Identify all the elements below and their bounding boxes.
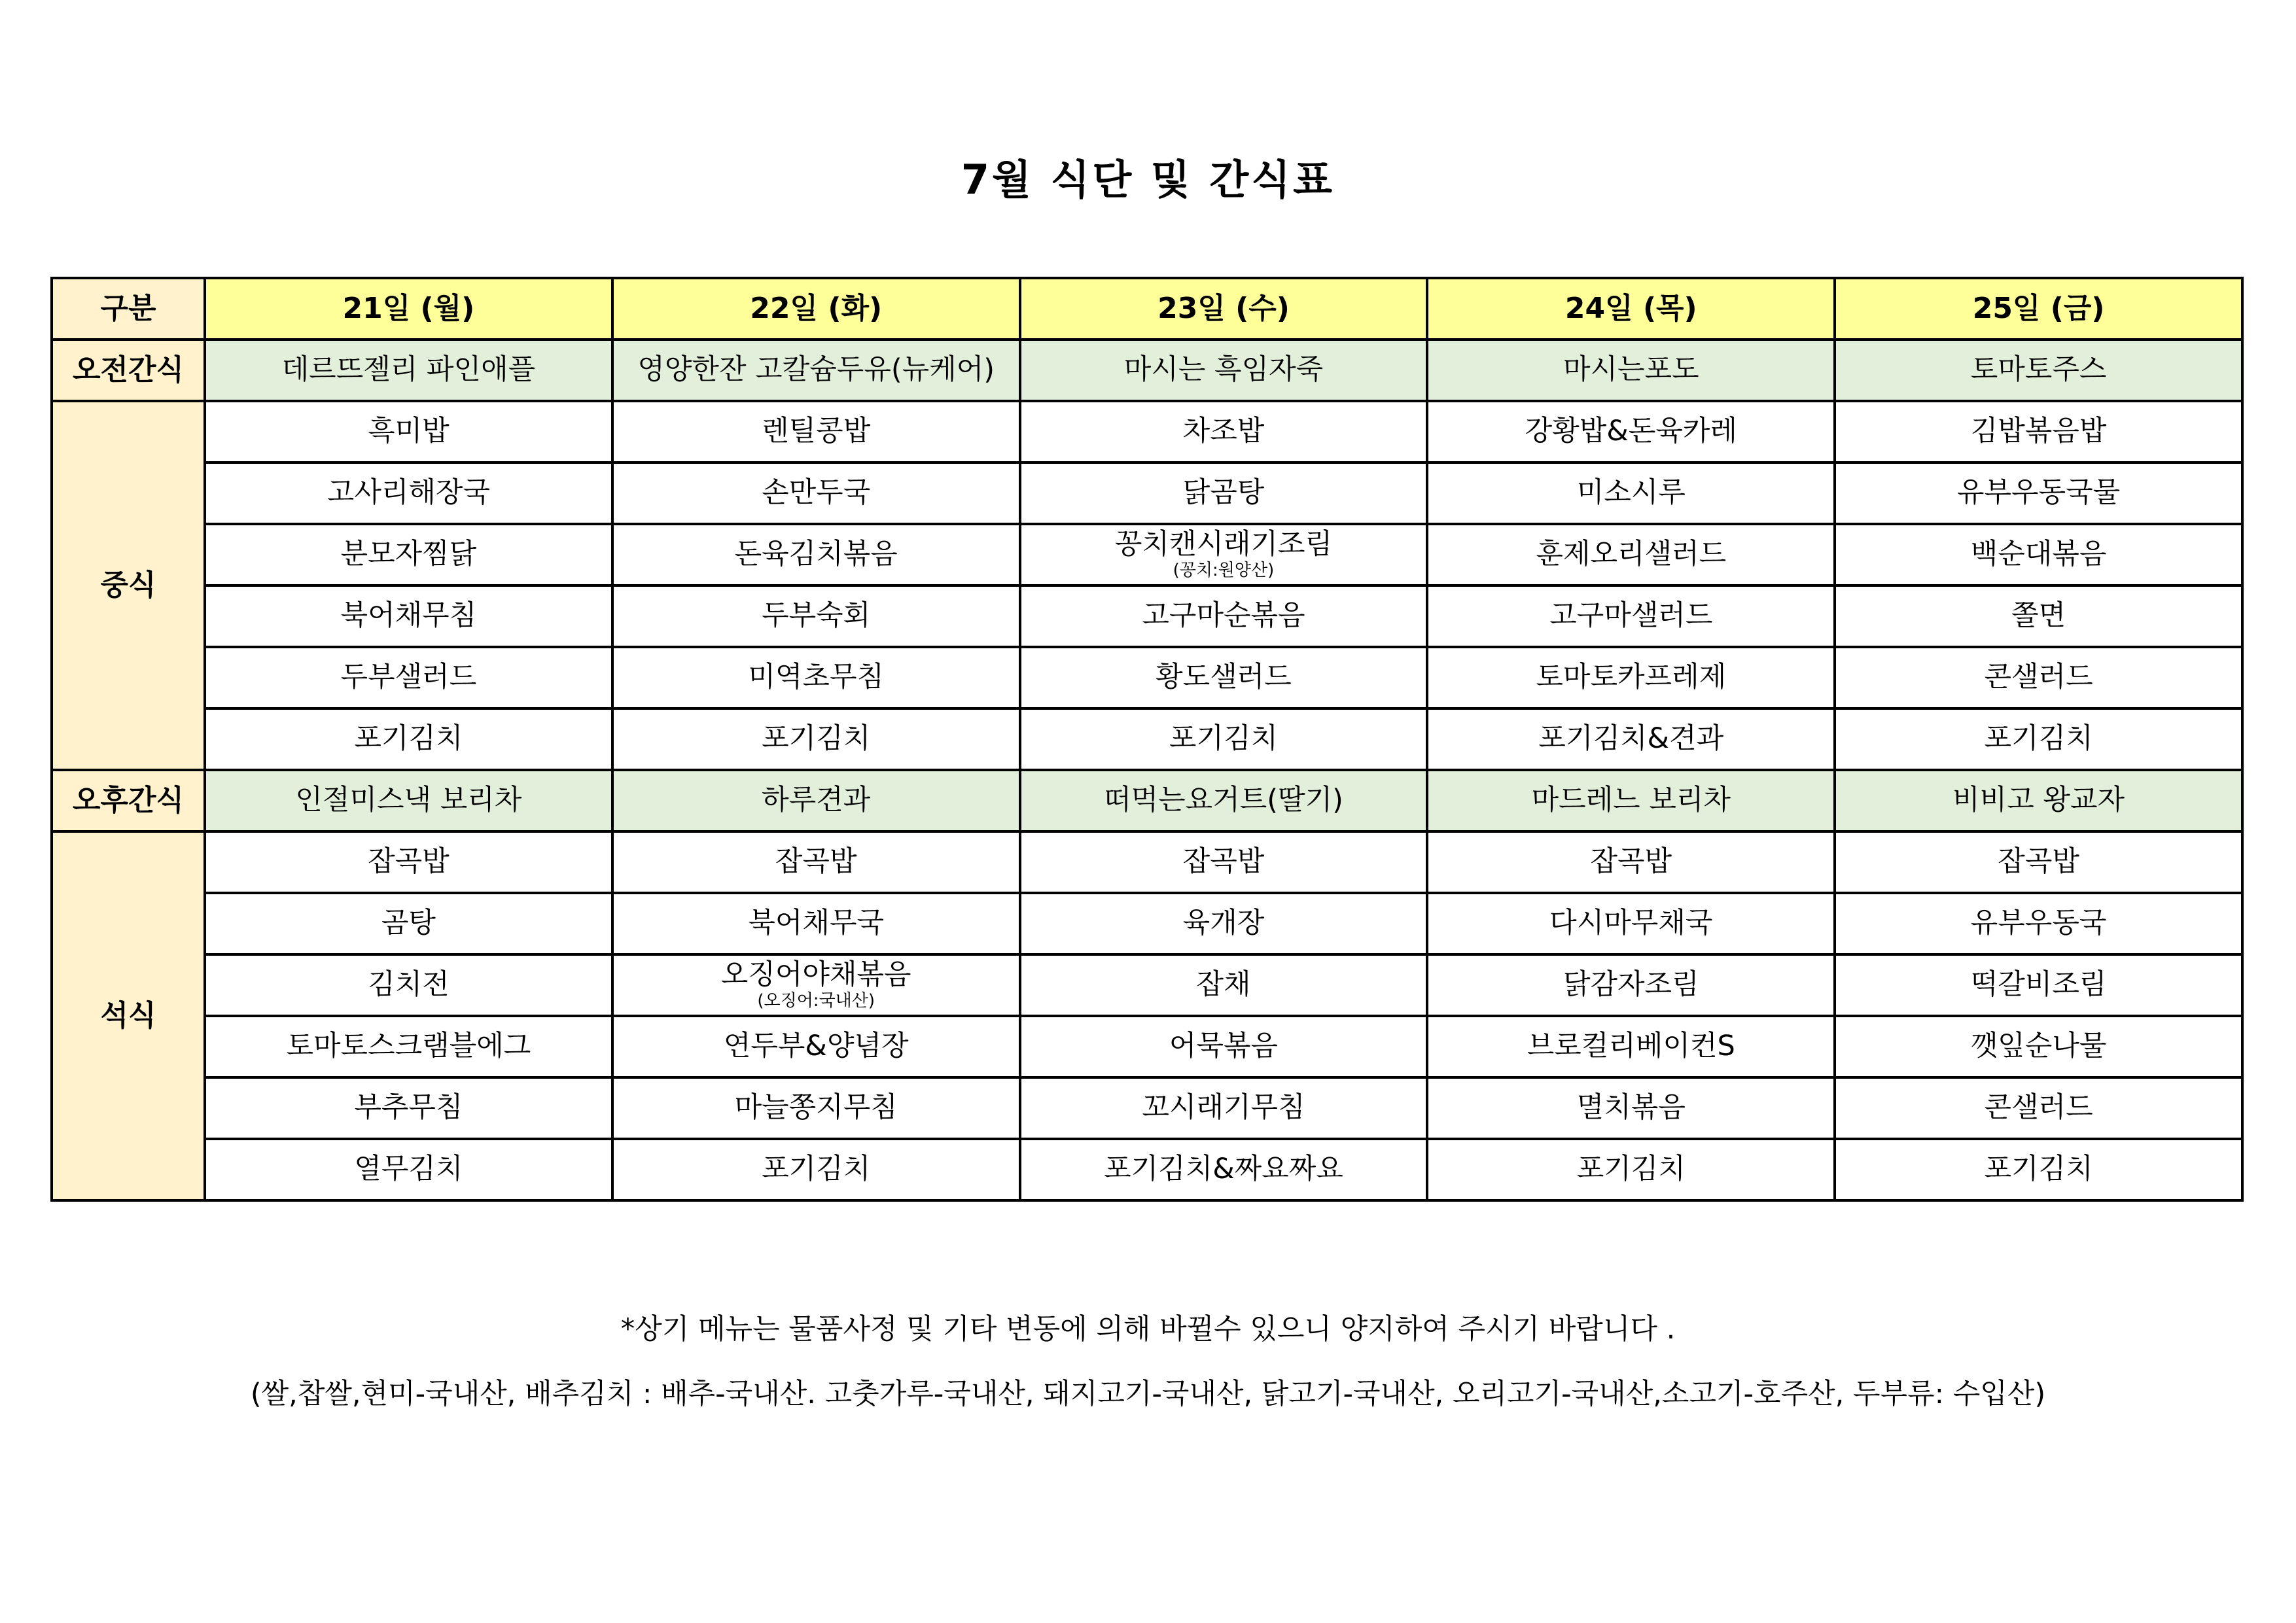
category-header: 구분 bbox=[52, 278, 205, 340]
lunch-item: 포기김치 bbox=[1020, 708, 1428, 770]
dinner-label: 석식 bbox=[52, 831, 205, 1200]
lunch-item: 훈제오리샐러드 bbox=[1427, 524, 1835, 585]
morning-snack-item: 데르뜨젤리 파인애플 bbox=[205, 340, 612, 401]
lunch-item bbox=[1020, 524, 1428, 585]
lunch-item: 분모자찜닭 bbox=[205, 524, 612, 585]
lunch-item: 닭곰탕 bbox=[1020, 462, 1428, 524]
lunch-row bbox=[52, 524, 2242, 585]
lunch-item: 백순대볶음 bbox=[1835, 524, 2242, 585]
morning-snack-label: 오전간식 bbox=[52, 340, 205, 401]
lunch-item: 강황밥&돈육카레 bbox=[1427, 401, 1835, 462]
morning-snack-item: 마시는포도 bbox=[1427, 340, 1835, 401]
menu-table bbox=[50, 277, 2244, 1202]
day-header: 25일 (금) bbox=[1835, 278, 2242, 340]
dinner-item: 포기김치 bbox=[1835, 1139, 2242, 1200]
dinner-row bbox=[52, 954, 2242, 1016]
lunch-item: 황도샐러드 bbox=[1020, 647, 1428, 708]
morning-snack-row bbox=[52, 340, 2242, 401]
origin-note: (쌀,찹쌀,현미-국내산, 배추김치 : 배추-국내산. 고춧가루-국내산, 돼지고기-국내산, 닭고기-국내산, 오리고기-국내산,소고기-호주산, 두부류: 수입산) bbox=[250, 1378, 2046, 1410]
menu-change-note: *상기 메뉴는 물품사정 및 기타 변동에 의해 바뀔수 있으니 양지하여 주시기 바랍니다 . bbox=[620, 1313, 1676, 1346]
lunch-origin-note: (꽁치:원양산) bbox=[1173, 561, 1275, 581]
dinner-item: 어묵볶음 bbox=[1020, 1016, 1428, 1077]
dinner-item: 열무김치 bbox=[205, 1139, 612, 1200]
lunch-item: 토마토카프레제 bbox=[1427, 647, 1835, 708]
page-title: 7월 식단 및 간식표 bbox=[961, 156, 1335, 203]
afternoon-snack-item: 인절미스낵 보리차 bbox=[205, 770, 612, 831]
dinner-item: 포기김치&짜요짜요 bbox=[1020, 1139, 1428, 1200]
lunch-item: 북어채무침 bbox=[205, 585, 612, 647]
header-row bbox=[52, 278, 2242, 340]
dinner-item: 콘샐러드 bbox=[1835, 1077, 2242, 1139]
dinner-item: 유부우동국 bbox=[1835, 893, 2242, 954]
dinner-row bbox=[52, 1139, 2242, 1200]
lunch-item: 손만두국 bbox=[612, 462, 1020, 524]
dinner-item: 브로컬리베이컨S bbox=[1427, 1016, 1835, 1077]
dinner-item: 부추무침 bbox=[205, 1077, 612, 1139]
dinner-item: 육개장 bbox=[1020, 893, 1428, 954]
dinner-item: 꼬시래기무침 bbox=[1020, 1077, 1428, 1139]
day-header: 23일 (수) bbox=[1020, 278, 1428, 340]
dinner-row bbox=[52, 1077, 2242, 1139]
dinner-item: 멸치볶음 bbox=[1427, 1077, 1835, 1139]
lunch-item: 쫄면 bbox=[1835, 585, 2242, 647]
dinner-item: 잡채 bbox=[1020, 954, 1428, 1016]
lunch-row bbox=[52, 647, 2242, 708]
morning-snack-item: 영양한잔 고칼슘두유(뉴케어) bbox=[612, 340, 1020, 401]
lunch-item: 포기김치 bbox=[612, 708, 1020, 770]
dinner-item: 포기김치 bbox=[612, 1139, 1020, 1200]
lunch-item: 돈육김치볶음 bbox=[612, 524, 1020, 585]
lunch-item: 콘샐러드 bbox=[1835, 647, 2242, 708]
dinner-item: 토마토스크램블에그 bbox=[205, 1016, 612, 1077]
day-header: 24일 (목) bbox=[1427, 278, 1835, 340]
lunch-item: 두부샐러드 bbox=[205, 647, 612, 708]
day-header: 22일 (화) bbox=[612, 278, 1020, 340]
lunch-item: 고사리해장국 bbox=[205, 462, 612, 524]
lunch-row bbox=[52, 462, 2242, 524]
dinner-item-label: 오징어야채볶음 bbox=[720, 958, 911, 992]
lunch-item: 고구마샐러드 bbox=[1427, 585, 1835, 647]
dinner-origin-note: (오징어:국내산) bbox=[757, 991, 875, 1011]
dinner-item: 깻잎순나물 bbox=[1835, 1016, 2242, 1077]
afternoon-snack-item: 마드레느 보리차 bbox=[1427, 770, 1835, 831]
lunch-row bbox=[52, 401, 2242, 462]
lunch-item: 미소시루 bbox=[1427, 462, 1835, 524]
afternoon-snack-label: 오후간식 bbox=[52, 770, 205, 831]
dinner-row bbox=[52, 831, 2242, 893]
dinner-item: 마늘쫑지무침 bbox=[612, 1077, 1020, 1139]
dinner-item bbox=[612, 954, 1020, 1016]
dinner-item: 김치전 bbox=[205, 954, 612, 1016]
lunch-item: 고구마순볶음 bbox=[1020, 585, 1428, 647]
lunch-item: 흑미밥 bbox=[205, 401, 612, 462]
dinner-item: 잡곡밥 bbox=[205, 831, 612, 893]
lunch-item: 포기김치&견과 bbox=[1427, 708, 1835, 770]
dinner-item: 잡곡밥 bbox=[1020, 831, 1428, 893]
lunch-item: 두부숙회 bbox=[612, 585, 1020, 647]
dinner-item: 잡곡밥 bbox=[1835, 831, 2242, 893]
lunch-label: 중식 bbox=[52, 401, 205, 770]
dinner-item: 다시마무채국 bbox=[1427, 893, 1835, 954]
lunch-item: 유부우동국물 bbox=[1835, 462, 2242, 524]
dinner-item: 곰탕 bbox=[205, 893, 612, 954]
dinner-item: 닭감자조림 bbox=[1427, 954, 1835, 1016]
dinner-item: 북어채무국 bbox=[612, 893, 1020, 954]
lunch-row bbox=[52, 585, 2242, 647]
dinner-item: 잡곡밥 bbox=[1427, 831, 1835, 893]
day-header: 21일 (월) bbox=[205, 278, 612, 340]
afternoon-snack-item: 비비고 왕교자 bbox=[1835, 770, 2242, 831]
lunch-item: 차조밥 bbox=[1020, 401, 1428, 462]
afternoon-snack-item: 하루견과 bbox=[612, 770, 1020, 831]
dinner-item: 포기김치 bbox=[1427, 1139, 1835, 1200]
afternoon-snack-item: 떠먹는요거트(딸기) bbox=[1020, 770, 1428, 831]
afternoon-snack-row bbox=[52, 770, 2242, 831]
lunch-row bbox=[52, 708, 2242, 770]
dinner-row bbox=[52, 1016, 2242, 1077]
morning-snack-item: 마시는 흑임자죽 bbox=[1020, 340, 1428, 401]
lunch-item: 김밥볶음밥 bbox=[1835, 401, 2242, 462]
dinner-item: 잡곡밥 bbox=[612, 831, 1020, 893]
lunch-item: 렌틸콩밥 bbox=[612, 401, 1020, 462]
lunch-item: 포기김치 bbox=[1835, 708, 2242, 770]
dinner-item: 떡갈비조림 bbox=[1835, 954, 2242, 1016]
morning-snack-item: 토마토주스 bbox=[1835, 340, 2242, 401]
dinner-item: 연두부&양념장 bbox=[612, 1016, 1020, 1077]
lunch-item: 포기김치 bbox=[205, 708, 612, 770]
dinner-row bbox=[52, 893, 2242, 954]
lunch-item: 미역초무침 bbox=[612, 647, 1020, 708]
lunch-item-label: 꽁치캔시래기조림 bbox=[1114, 528, 1333, 561]
